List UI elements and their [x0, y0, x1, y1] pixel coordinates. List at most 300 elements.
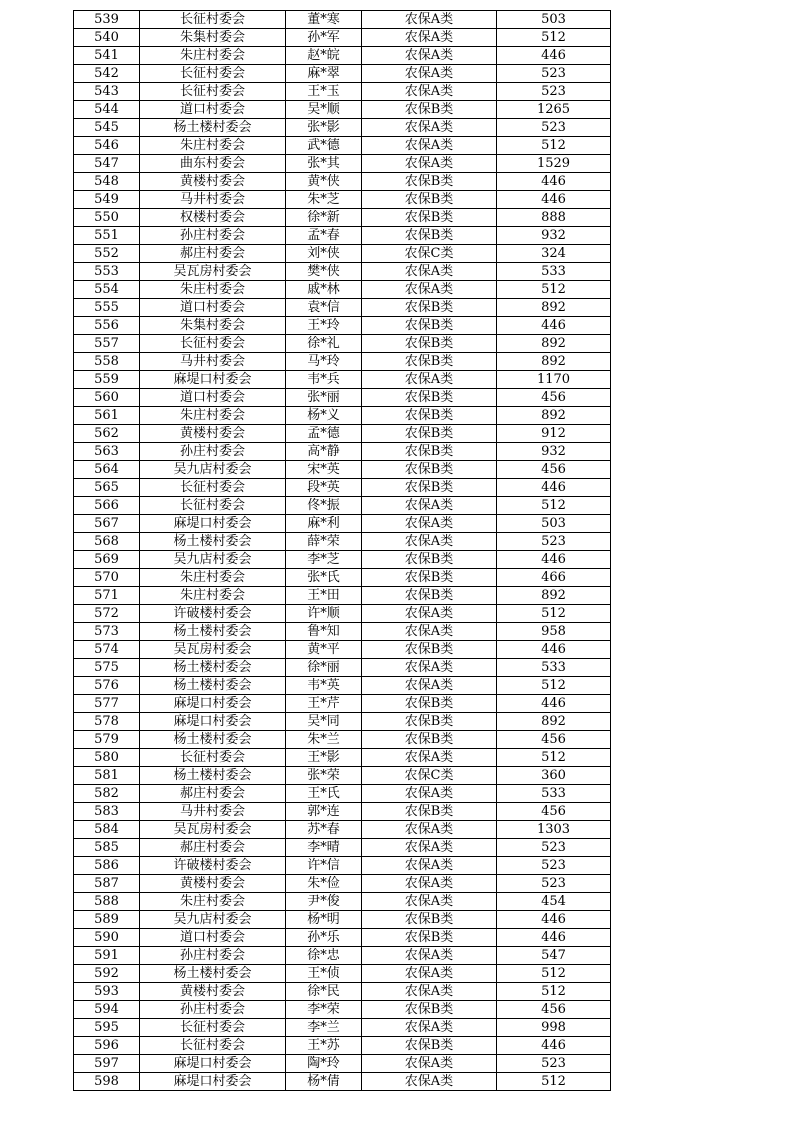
- person-name-cell: 杨*倩: [286, 1073, 362, 1091]
- insurance-category-cell: 农保B类: [362, 641, 497, 659]
- table-row: [74, 245, 611, 263]
- insurance-category-cell: 农保A类: [362, 677, 497, 695]
- amount-cell: 503: [497, 11, 611, 29]
- table-row: [74, 1073, 611, 1091]
- village-committee-cell: 麻堤口村委会: [140, 1073, 286, 1091]
- table-row: [74, 731, 611, 749]
- village-committee-cell: 吴瓦房村委会: [140, 821, 286, 839]
- table-row: [74, 461, 611, 479]
- table-row: [74, 749, 611, 767]
- row-number-cell: 546: [74, 137, 140, 155]
- person-name-cell: 李*荣: [286, 1001, 362, 1019]
- row-number-cell: 593: [74, 983, 140, 1001]
- person-name-cell: 吴*顺: [286, 101, 362, 119]
- table-row: [74, 83, 611, 101]
- insurance-category-cell: 农保B类: [362, 479, 497, 497]
- village-committee-cell: 杨土楼村委会: [140, 119, 286, 137]
- row-number-cell: 597: [74, 1055, 140, 1073]
- person-name-cell: 黄*平: [286, 641, 362, 659]
- village-committee-cell: 朱庄村委会: [140, 407, 286, 425]
- row-number-cell: 575: [74, 659, 140, 677]
- table-row: [74, 299, 611, 317]
- person-name-cell: 张*氏: [286, 569, 362, 587]
- row-number-cell: 564: [74, 461, 140, 479]
- person-name-cell: 张*影: [286, 119, 362, 137]
- table-row: [74, 533, 611, 551]
- person-name-cell: 徐*忠: [286, 947, 362, 965]
- table-row: [74, 1037, 611, 1055]
- amount-cell: 512: [497, 749, 611, 767]
- person-name-cell: 许*顺: [286, 605, 362, 623]
- row-number-cell: 590: [74, 929, 140, 947]
- table-row: [74, 47, 611, 65]
- amount-cell: 1303: [497, 821, 611, 839]
- row-number-cell: 573: [74, 623, 140, 641]
- person-name-cell: 韦*兵: [286, 371, 362, 389]
- amount-cell: 446: [497, 173, 611, 191]
- row-number-cell: 567: [74, 515, 140, 533]
- insurance-category-cell: 农保B类: [362, 425, 497, 443]
- table-row: [74, 803, 611, 821]
- village-committee-cell: 朱庄村委会: [140, 587, 286, 605]
- table-row: [74, 713, 611, 731]
- table-row: [74, 857, 611, 875]
- insurance-category-cell: 农保B类: [362, 173, 497, 191]
- village-committee-cell: 长征村委会: [140, 497, 286, 515]
- table-row: [74, 101, 611, 119]
- table-row: [74, 1019, 611, 1037]
- insurance-category-cell: 农保A类: [362, 29, 497, 47]
- table-row: [74, 209, 611, 227]
- person-name-cell: 徐*新: [286, 209, 362, 227]
- village-committee-cell: 麻堤口村委会: [140, 515, 286, 533]
- row-number-cell: 549: [74, 191, 140, 209]
- person-name-cell: 韦*英: [286, 677, 362, 695]
- row-number-cell: 581: [74, 767, 140, 785]
- person-name-cell: 段*英: [286, 479, 362, 497]
- row-number-cell: 577: [74, 695, 140, 713]
- table-row: [74, 569, 611, 587]
- insurance-category-cell: 农保A类: [362, 65, 497, 83]
- person-name-cell: 孟*德: [286, 425, 362, 443]
- table-row: [74, 605, 611, 623]
- insurance-category-cell: 农保B类: [362, 407, 497, 425]
- amount-cell: 512: [497, 137, 611, 155]
- village-committee-cell: 黄楼村委会: [140, 425, 286, 443]
- amount-cell: 523: [497, 533, 611, 551]
- row-number-cell: 559: [74, 371, 140, 389]
- insurance-category-cell: 农保B类: [362, 911, 497, 929]
- amount-cell: 533: [497, 785, 611, 803]
- insurance-category-cell: 农保A类: [362, 497, 497, 515]
- amount-cell: 456: [497, 803, 611, 821]
- amount-cell: 892: [497, 407, 611, 425]
- village-committee-cell: 杨土楼村委会: [140, 731, 286, 749]
- village-committee-cell: 马井村委会: [140, 803, 286, 821]
- village-committee-cell: 杨土楼村委会: [140, 965, 286, 983]
- insurance-category-cell: 农保A类: [362, 1055, 497, 1073]
- insurance-category-cell: 农保B类: [362, 209, 497, 227]
- row-number-cell: 566: [74, 497, 140, 515]
- row-number-cell: 544: [74, 101, 140, 119]
- village-committee-cell: 朱庄村委会: [140, 137, 286, 155]
- person-name-cell: 李*晴: [286, 839, 362, 857]
- person-name-cell: 王*田: [286, 587, 362, 605]
- insurance-category-cell: 农保B类: [362, 1037, 497, 1055]
- amount-cell: 1529: [497, 155, 611, 173]
- row-number-cell: 568: [74, 533, 140, 551]
- person-name-cell: 薛*荣: [286, 533, 362, 551]
- amount-cell: 523: [497, 1055, 611, 1073]
- person-name-cell: 孙*乐: [286, 929, 362, 947]
- row-number-cell: 554: [74, 281, 140, 299]
- village-committee-cell: 郝庄村委会: [140, 785, 286, 803]
- person-name-cell: 袁*信: [286, 299, 362, 317]
- table-row: [74, 155, 611, 173]
- amount-cell: 523: [497, 65, 611, 83]
- amount-cell: 456: [497, 461, 611, 479]
- insurance-category-cell: 农保B类: [362, 191, 497, 209]
- row-number-cell: 556: [74, 317, 140, 335]
- person-name-cell: 苏*春: [286, 821, 362, 839]
- row-number-cell: 547: [74, 155, 140, 173]
- person-name-cell: 刘*侠: [286, 245, 362, 263]
- row-number-cell: 592: [74, 965, 140, 983]
- person-name-cell: 张*荣: [286, 767, 362, 785]
- village-committee-cell: 黄楼村委会: [140, 173, 286, 191]
- village-committee-cell: 马井村委会: [140, 191, 286, 209]
- insurance-category-cell: 农保A类: [362, 1019, 497, 1037]
- row-number-cell: 594: [74, 1001, 140, 1019]
- village-committee-cell: 朱庄村委会: [140, 569, 286, 587]
- row-number-cell: 583: [74, 803, 140, 821]
- amount-cell: 512: [497, 605, 611, 623]
- amount-cell: 454: [497, 893, 611, 911]
- village-committee-cell: 许破楼村委会: [140, 605, 286, 623]
- village-committee-cell: 朱庄村委会: [140, 281, 286, 299]
- table-row: [74, 65, 611, 83]
- row-number-cell: 565: [74, 479, 140, 497]
- row-number-cell: 574: [74, 641, 140, 659]
- village-committee-cell: 孙庄村委会: [140, 443, 286, 461]
- person-name-cell: 武*德: [286, 137, 362, 155]
- amount-cell: 446: [497, 317, 611, 335]
- amount-cell: 446: [497, 191, 611, 209]
- insurance-category-cell: 农保A类: [362, 1073, 497, 1091]
- insurance-category-cell: 农保A类: [362, 875, 497, 893]
- row-number-cell: 591: [74, 947, 140, 965]
- person-name-cell: 许*信: [286, 857, 362, 875]
- table-row: [74, 515, 611, 533]
- person-name-cell: 佟*振: [286, 497, 362, 515]
- table-row: [74, 353, 611, 371]
- row-number-cell: 553: [74, 263, 140, 281]
- amount-cell: 512: [497, 677, 611, 695]
- row-number-cell: 582: [74, 785, 140, 803]
- table-row: [74, 191, 611, 209]
- amount-cell: 547: [497, 947, 611, 965]
- insurance-category-cell: 农保B类: [362, 101, 497, 119]
- village-committee-cell: 道口村委会: [140, 929, 286, 947]
- table-row: [74, 659, 611, 677]
- table-row: [74, 11, 611, 29]
- person-name-cell: 王*侦: [286, 965, 362, 983]
- table-row: [74, 29, 611, 47]
- village-committee-cell: 杨土楼村委会: [140, 623, 286, 641]
- insurance-category-cell: 农保A类: [362, 857, 497, 875]
- insurance-category-cell: 农保B类: [362, 335, 497, 353]
- table-row: [74, 425, 611, 443]
- amount-cell: 892: [497, 587, 611, 605]
- village-committee-cell: 曲东村委会: [140, 155, 286, 173]
- person-name-cell: 孟*春: [286, 227, 362, 245]
- roster-table: [73, 10, 611, 1091]
- amount-cell: 892: [497, 713, 611, 731]
- row-number-cell: 584: [74, 821, 140, 839]
- village-committee-cell: 麻堤口村委会: [140, 713, 286, 731]
- row-number-cell: 540: [74, 29, 140, 47]
- amount-cell: 456: [497, 1001, 611, 1019]
- table-row: [74, 173, 611, 191]
- person-name-cell: 赵*皖: [286, 47, 362, 65]
- village-committee-cell: 吴九店村委会: [140, 551, 286, 569]
- insurance-category-cell: 农保A类: [362, 893, 497, 911]
- row-number-cell: 596: [74, 1037, 140, 1055]
- village-committee-cell: 朱庄村委会: [140, 893, 286, 911]
- person-name-cell: 孙*军: [286, 29, 362, 47]
- person-name-cell: 鲁*知: [286, 623, 362, 641]
- amount-cell: 446: [497, 929, 611, 947]
- table-row: [74, 443, 611, 461]
- insurance-category-cell: 农保B类: [362, 389, 497, 407]
- table-row: [74, 137, 611, 155]
- amount-cell: 446: [497, 479, 611, 497]
- amount-cell: 912: [497, 425, 611, 443]
- table-row: [74, 389, 611, 407]
- amount-cell: 446: [497, 1037, 611, 1055]
- table-row: [74, 1001, 611, 1019]
- amount-cell: 533: [497, 263, 611, 281]
- insurance-category-cell: 农保A类: [362, 83, 497, 101]
- village-committee-cell: 吴瓦房村委会: [140, 263, 286, 281]
- amount-cell: 888: [497, 209, 611, 227]
- village-committee-cell: 孙庄村委会: [140, 1001, 286, 1019]
- person-name-cell: 徐*丽: [286, 659, 362, 677]
- row-number-cell: 576: [74, 677, 140, 695]
- person-name-cell: 杨*义: [286, 407, 362, 425]
- row-number-cell: 587: [74, 875, 140, 893]
- person-name-cell: 樊*侠: [286, 263, 362, 281]
- amount-cell: 892: [497, 299, 611, 317]
- insurance-category-cell: 农保A类: [362, 623, 497, 641]
- insurance-category-cell: 农保B类: [362, 587, 497, 605]
- insurance-category-cell: 农保A类: [362, 983, 497, 1001]
- table-row: [74, 785, 611, 803]
- person-name-cell: 朱*芝: [286, 191, 362, 209]
- roster-body: [74, 11, 611, 1091]
- row-number-cell: 585: [74, 839, 140, 857]
- amount-cell: 512: [497, 983, 611, 1001]
- amount-cell: 892: [497, 335, 611, 353]
- amount-cell: 523: [497, 119, 611, 137]
- row-number-cell: 548: [74, 173, 140, 191]
- amount-cell: 1170: [497, 371, 611, 389]
- village-committee-cell: 麻堤口村委会: [140, 695, 286, 713]
- person-name-cell: 王*玉: [286, 83, 362, 101]
- row-number-cell: 552: [74, 245, 140, 263]
- insurance-category-cell: 农保A类: [362, 137, 497, 155]
- village-committee-cell: 郝庄村委会: [140, 245, 286, 263]
- insurance-category-cell: 农保B类: [362, 695, 497, 713]
- village-committee-cell: 道口村委会: [140, 101, 286, 119]
- village-committee-cell: 杨土楼村委会: [140, 677, 286, 695]
- village-committee-cell: 马井村委会: [140, 353, 286, 371]
- table-row: [74, 641, 611, 659]
- row-number-cell: 579: [74, 731, 140, 749]
- table-row: [74, 893, 611, 911]
- row-number-cell: 545: [74, 119, 140, 137]
- amount-cell: 892: [497, 353, 611, 371]
- insurance-category-cell: 农保B类: [362, 551, 497, 569]
- row-number-cell: 550: [74, 209, 140, 227]
- village-committee-cell: 吴九店村委会: [140, 911, 286, 929]
- insurance-category-cell: 农保B类: [362, 443, 497, 461]
- table-row: [74, 1055, 611, 1073]
- row-number-cell: 595: [74, 1019, 140, 1037]
- amount-cell: 446: [497, 551, 611, 569]
- amount-cell: 512: [497, 281, 611, 299]
- village-committee-cell: 长征村委会: [140, 11, 286, 29]
- row-number-cell: 562: [74, 425, 140, 443]
- person-name-cell: 黄*侠: [286, 173, 362, 191]
- insurance-category-cell: 农保A类: [362, 371, 497, 389]
- insurance-category-cell: 农保B类: [362, 803, 497, 821]
- table-row: [74, 281, 611, 299]
- insurance-category-cell: 农保A类: [362, 839, 497, 857]
- village-committee-cell: 孙庄村委会: [140, 947, 286, 965]
- insurance-category-cell: 农保A类: [362, 281, 497, 299]
- village-committee-cell: 朱庄村委会: [140, 47, 286, 65]
- village-committee-cell: 道口村委会: [140, 389, 286, 407]
- row-number-cell: 555: [74, 299, 140, 317]
- table-row: [74, 623, 611, 641]
- amount-cell: 512: [497, 965, 611, 983]
- person-name-cell: 王*影: [286, 749, 362, 767]
- person-name-cell: 杨*明: [286, 911, 362, 929]
- amount-cell: 533: [497, 659, 611, 677]
- person-name-cell: 朱*俭: [286, 875, 362, 893]
- amount-cell: 523: [497, 839, 611, 857]
- row-number-cell: 569: [74, 551, 140, 569]
- village-committee-cell: 吴九店村委会: [140, 461, 286, 479]
- person-name-cell: 朱*兰: [286, 731, 362, 749]
- row-number-cell: 588: [74, 893, 140, 911]
- insurance-category-cell: 农保C类: [362, 245, 497, 263]
- person-name-cell: 马*玲: [286, 353, 362, 371]
- table-row: [74, 947, 611, 965]
- amount-cell: 456: [497, 731, 611, 749]
- person-name-cell: 张*其: [286, 155, 362, 173]
- insurance-category-cell: 农保A类: [362, 119, 497, 137]
- row-number-cell: 543: [74, 83, 140, 101]
- table-row: [74, 479, 611, 497]
- amount-cell: 446: [497, 47, 611, 65]
- village-committee-cell: 杨土楼村委会: [140, 533, 286, 551]
- row-number-cell: 563: [74, 443, 140, 461]
- amount-cell: 523: [497, 83, 611, 101]
- village-committee-cell: 杨土楼村委会: [140, 767, 286, 785]
- village-committee-cell: 长征村委会: [140, 83, 286, 101]
- insurance-category-cell: 农保A类: [362, 785, 497, 803]
- table-row: [74, 335, 611, 353]
- table-row: [74, 227, 611, 245]
- person-name-cell: 宋*英: [286, 461, 362, 479]
- table-row: [74, 317, 611, 335]
- row-number-cell: 560: [74, 389, 140, 407]
- row-number-cell: 586: [74, 857, 140, 875]
- village-committee-cell: 郝庄村委会: [140, 839, 286, 857]
- village-committee-cell: 吴瓦房村委会: [140, 641, 286, 659]
- table-row: [74, 497, 611, 515]
- village-committee-cell: 长征村委会: [140, 1019, 286, 1037]
- insurance-category-cell: 农保B类: [362, 713, 497, 731]
- table-row: [74, 875, 611, 893]
- insurance-category-cell: 农保B类: [362, 929, 497, 947]
- person-name-cell: 吴*同: [286, 713, 362, 731]
- table-row: [74, 839, 611, 857]
- insurance-category-cell: 农保A类: [362, 533, 497, 551]
- village-committee-cell: 孙庄村委会: [140, 227, 286, 245]
- row-number-cell: 571: [74, 587, 140, 605]
- amount-cell: 958: [497, 623, 611, 641]
- person-name-cell: 董*寒: [286, 11, 362, 29]
- person-name-cell: 王*苏: [286, 1037, 362, 1055]
- amount-cell: 932: [497, 227, 611, 245]
- person-name-cell: 李*兰: [286, 1019, 362, 1037]
- person-name-cell: 麻*利: [286, 515, 362, 533]
- village-committee-cell: 许破楼村委会: [140, 857, 286, 875]
- village-committee-cell: 麻堤口村委会: [140, 1055, 286, 1073]
- row-number-cell: 598: [74, 1073, 140, 1091]
- village-committee-cell: 权楼村委会: [140, 209, 286, 227]
- person-name-cell: 张*丽: [286, 389, 362, 407]
- insurance-category-cell: 农保C类: [362, 767, 497, 785]
- amount-cell: 324: [497, 245, 611, 263]
- person-name-cell: 戚*林: [286, 281, 362, 299]
- insurance-category-cell: 农保B类: [362, 353, 497, 371]
- person-name-cell: 徐*礼: [286, 335, 362, 353]
- insurance-category-cell: 农保B类: [362, 461, 497, 479]
- amount-cell: 446: [497, 641, 611, 659]
- amount-cell: 466: [497, 569, 611, 587]
- insurance-category-cell: 农保B类: [362, 569, 497, 587]
- village-committee-cell: 长征村委会: [140, 749, 286, 767]
- table-row: [74, 119, 611, 137]
- amount-cell: 360: [497, 767, 611, 785]
- amount-cell: 456: [497, 389, 611, 407]
- person-name-cell: 尹*俊: [286, 893, 362, 911]
- person-name-cell: 李*芝: [286, 551, 362, 569]
- amount-cell: 446: [497, 911, 611, 929]
- village-committee-cell: 黄楼村委会: [140, 875, 286, 893]
- village-committee-cell: 道口村委会: [140, 299, 286, 317]
- village-committee-cell: 长征村委会: [140, 65, 286, 83]
- amount-cell: 503: [497, 515, 611, 533]
- insurance-category-cell: 农保A类: [362, 47, 497, 65]
- person-name-cell: 王*玲: [286, 317, 362, 335]
- table-row: [74, 983, 611, 1001]
- person-name-cell: 王*芹: [286, 695, 362, 713]
